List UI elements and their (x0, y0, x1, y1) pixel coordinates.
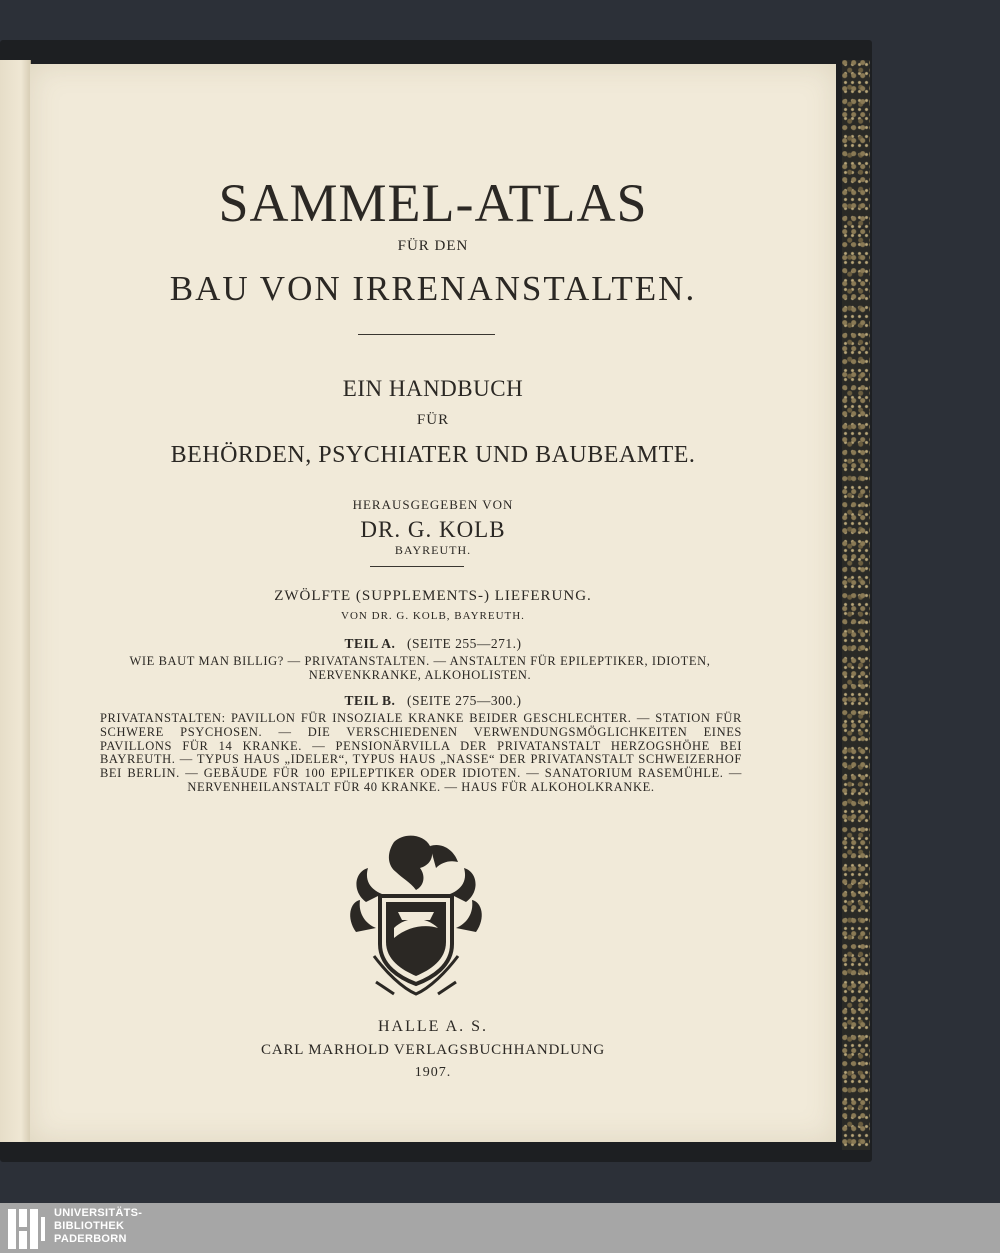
part-a-label: TEIL A. (344, 636, 396, 651)
part-b-label: TEIL B. (344, 693, 396, 708)
left-page-edge (0, 60, 31, 1142)
audience-connector: FÜR (416, 412, 450, 428)
part-a-contents: WIE BAUT MAN BILLIG? — PRIVATANSTALTEN. — ANSTALTEN FÜR EPILEPTIKER, IDIOTEN, NERVENKRANKE, ALKOHOLISTEN. (129, 654, 711, 682)
part-b-heading (30, 693, 836, 709)
publisher-emblem-icon (346, 832, 486, 1002)
editor-name: DR. G. KOLB (360, 517, 506, 542)
library-footer-bar (0, 1203, 1000, 1253)
divider-rule (370, 566, 464, 567)
publisher-name: CARL MARHOLD VERLAGSBUCHHANDLUNG (261, 1042, 605, 1058)
audience-line: BEHÖRDEN, PSYCHIATER UND BAUBEAMTE. (170, 442, 696, 468)
handbook-heading: EIN HANDBUCH (342, 376, 524, 401)
book-subtitle: BAU VON IRRENANSTALTEN. (169, 269, 697, 308)
delivery-author: VON DR. G. KOLB, BAYREUTH. (341, 610, 525, 622)
marbled-edge (842, 60, 870, 1150)
library-name-line3: PADERBORN (54, 1233, 127, 1245)
editor-label: HERAUSGEGEBEN VON (352, 497, 514, 512)
divider-rule (358, 334, 495, 335)
library-name-line2: BIBLIOTHEK (54, 1220, 125, 1232)
library-name-line1: UNIVERSITÄTS- (54, 1207, 143, 1219)
title-page (30, 64, 836, 1142)
part-b-pages: (SEITE 275—300.) (406, 693, 522, 708)
editor-city: BAYREUTH. (394, 543, 472, 557)
part-a-heading (30, 636, 836, 652)
book-title: SAMMEL-ATLAS (218, 173, 648, 233)
publication-year: 1907. (414, 1065, 452, 1080)
part-a-pages: (SEITE 255—271.) (406, 636, 522, 651)
library-logo-icon (6, 1207, 46, 1251)
library-name (54, 1207, 142, 1246)
title-connector: FÜR DEN (397, 238, 469, 254)
part-b-contents: PRIVATANSTALTEN: PAVILLON FÜR INSOZIALE KRANKE BEIDER GESCHLECHTER. — STATION FÜR SCHWERE PSYCHOSEN. — DIE VERSCHIEDENEN VERWENDUNGSMÖGLICHKEITEN EINES PAVILLONS FÜR 14 KRANKE. — PENSIONÄRVILLA DER PRIVATANSTALT HERZOGSHÖHE BEI BAYREUTH. — TYPUS HAUS „IDELER“, TYPUS HAUS „NASSE“ DER PRIVATANSTALT SCHWEIZERHOF BEI BERLIN. — GEBÄUDE FÜR 100 EPILEPTIKER ODER IDIOTEN. — SANATORIUM RASEMÜHLE. — NERVENHEILANSTALT FÜR 40 KRANKE. — HAUS FÜR ALKOHOLKRANKE. (100, 711, 742, 794)
publication-place: HALLE A. S. (378, 1018, 488, 1035)
delivery-heading: ZWÖLFTE (SUPPLEMENTS-) LIEFERUNG. (274, 588, 592, 604)
